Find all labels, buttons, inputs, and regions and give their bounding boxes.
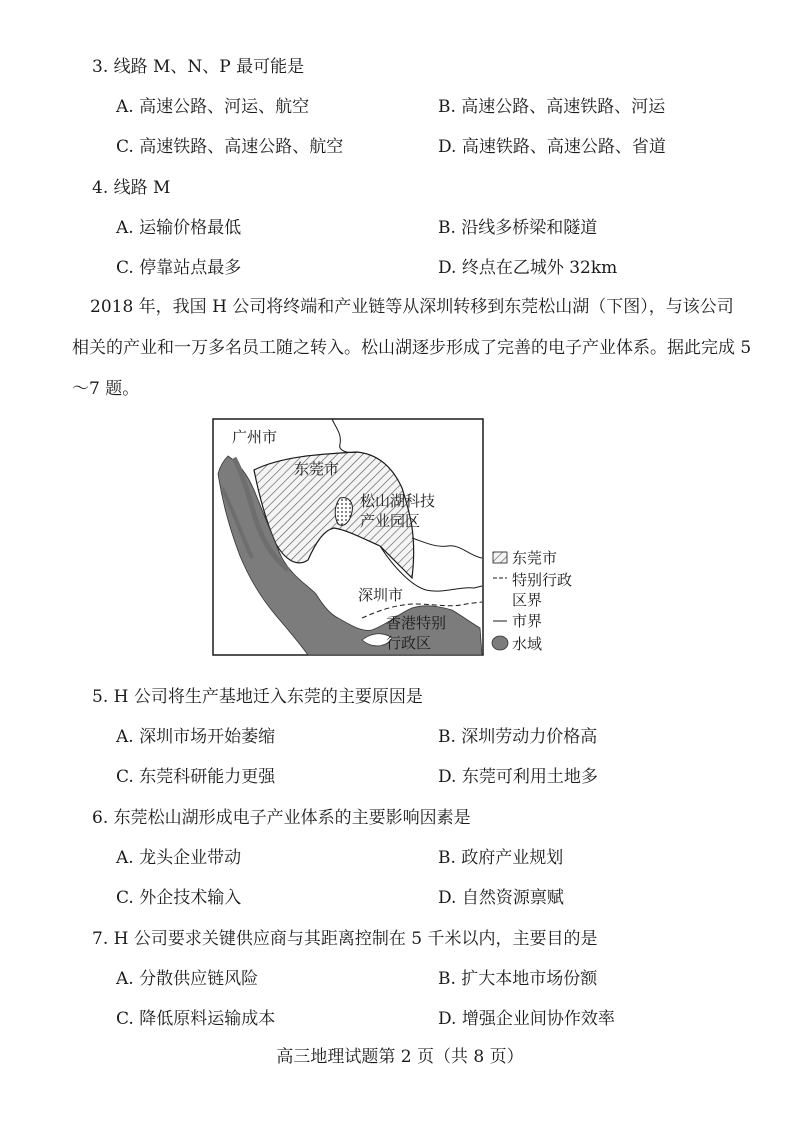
- dongguan-map-figure: [212, 418, 576, 658]
- q7-option-c: C. 降低原料运输成本: [116, 1009, 276, 1029]
- material-line-1: 2018 年，我国 H 公司将终端和产业链等从深圳转移到东莞松山湖（下图），与该公司: [90, 297, 734, 317]
- q3-stem: 3. 线路 M、N、P 最可能是: [92, 57, 305, 77]
- q5-stem: 5. H 公司将生产基地迁入东莞的主要原因是: [92, 687, 423, 707]
- q6-option-b: B. 政府产业规划: [438, 848, 564, 868]
- label-hk-line1: 香港特别: [386, 614, 447, 632]
- label-park-line1: 松山湖科技: [360, 492, 436, 510]
- label-shenzhen: 深圳市: [358, 586, 404, 604]
- label-dongguan: 东莞市: [294, 460, 340, 478]
- legend-sar-line2: 区界: [512, 591, 543, 609]
- legend-city-border: 市界: [512, 612, 543, 630]
- label-park-line2: 产业园区: [360, 512, 421, 530]
- legend-dongguan: 东莞市: [512, 549, 558, 567]
- q7-option-d: D. 增强企业间协作效率: [438, 1009, 615, 1029]
- q6-option-d: D. 自然资源禀赋: [438, 888, 564, 908]
- q7-option-b: B. 扩大本地市场份额: [438, 969, 598, 989]
- q6-option-c: C. 外企技术输入: [116, 888, 242, 908]
- q7-option-a: A. 分散供应链风险: [116, 969, 259, 989]
- q5-option-c: C. 东莞科研能力更强: [116, 767, 276, 787]
- q3-option-c: C. 高速铁路、高速公路、航空: [116, 137, 344, 157]
- legend-water-swatch: [492, 636, 508, 650]
- q4-option-d: D. 终点在乙城外 32km: [438, 258, 618, 278]
- q5-option-d: D. 东莞可利用土地多: [438, 767, 598, 787]
- map-legend: [492, 549, 572, 653]
- q6-stem: 6. 东莞松山湖形成电子产业体系的主要影响因素是: [92, 808, 471, 828]
- label-hk-line2: 行政区: [386, 634, 432, 652]
- q3-option-b: B. 高速公路、高速铁路、河运: [438, 97, 666, 117]
- material-line-2: 相关的产业和一万多名员工随之转入。松山湖逐步形成了完善的电子产业体系。据此完成 5: [72, 338, 752, 358]
- q4-option-c: C. 停靠站点最多: [116, 258, 242, 278]
- q5-option-a: A. 深圳市场开始萎缩: [116, 727, 276, 747]
- q4-option-b: B. 沿线多桥梁和隧道: [438, 218, 598, 238]
- q4-stem: 4. 线路 M: [92, 178, 171, 198]
- q6-option-a: A. 龙头企业带动: [116, 848, 242, 868]
- page-footer: 高三地理试题第 2 页（共 8 页）: [276, 1047, 524, 1067]
- q7-stem: 7. H 公司要求关键供应商与其距离控制在 5 千米以内，主要目的是: [92, 929, 598, 949]
- legend-hatch-swatch: [493, 552, 507, 563]
- q5-option-b: B. 深圳劳动力价格高: [438, 727, 598, 747]
- legend-water: 水域: [512, 635, 543, 653]
- q3-option-a: A. 高速公路、河运、航空: [116, 97, 310, 117]
- material-line-3: ～7 题。: [72, 379, 140, 399]
- q3-option-d: D. 高速铁路、高速公路、省道: [438, 137, 666, 157]
- label-guangzhou: 广州市: [232, 428, 278, 446]
- legend-sar-line1: 特别行政: [512, 571, 573, 589]
- q4-option-a: A. 运输价格最低: [116, 218, 242, 238]
